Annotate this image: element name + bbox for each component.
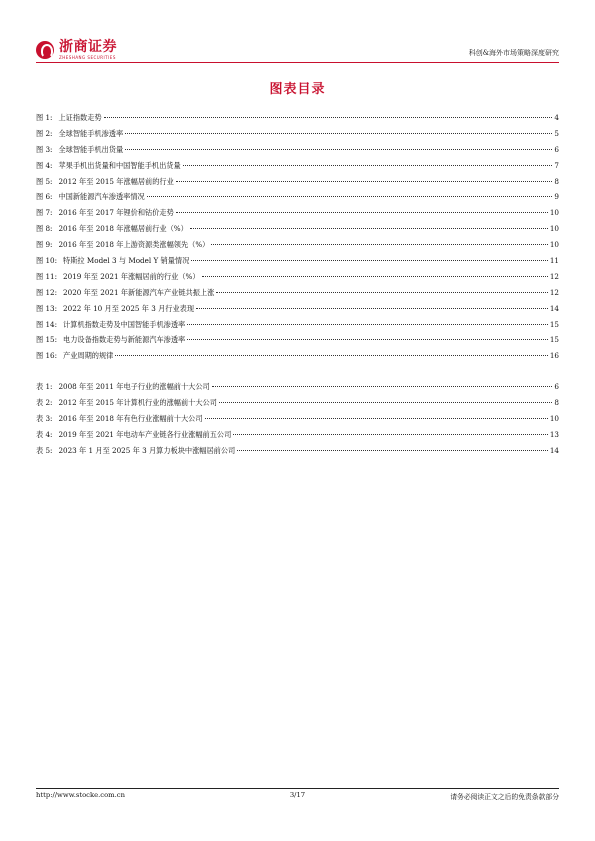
- entry-page: 14: [549, 303, 559, 313]
- entry-page: 9: [554, 192, 559, 202]
- entry-page: 5: [554, 128, 559, 138]
- entry-label: 图 13:: [36, 303, 58, 313]
- dot-leader: [202, 276, 548, 277]
- entry-page: 7: [554, 160, 559, 170]
- entry-label: 表 4:: [36, 429, 53, 439]
- entry-label: 图 7:: [36, 208, 53, 218]
- entry-title: 计算机指数走势及中国智能手机渗透率: [63, 319, 186, 329]
- entry-title: 2012 年至 2015 年涨幅居前的行业: [58, 176, 174, 186]
- table-entry[interactable]: [36, 379, 559, 395]
- entry-label: 图 15:: [36, 335, 58, 345]
- dot-leader: [212, 386, 553, 387]
- dot-leader: [176, 212, 548, 213]
- table-entry[interactable]: [36, 443, 559, 459]
- entry-label: 图 10:: [36, 256, 58, 266]
- entry-page: 6: [554, 144, 559, 154]
- entry-label: 表 5:: [36, 445, 53, 455]
- entry-label: 表 3:: [36, 413, 53, 423]
- dot-leader: [237, 450, 548, 451]
- dot-leader: [205, 418, 548, 419]
- entry-label: 图 4:: [36, 160, 53, 170]
- entry-page: 10: [549, 208, 559, 218]
- entry-page: 6: [554, 382, 559, 391]
- entry-title: 2016 年至 2018 年涨幅居前行业（%）: [58, 224, 188, 234]
- entry-title: 中国新能源汽车渗透率情况: [58, 192, 145, 202]
- entry-label: 图 16:: [36, 351, 58, 361]
- entry-page: 4: [554, 113, 559, 122]
- figure-entry[interactable]: [36, 285, 559, 301]
- dot-leader: [147, 196, 553, 197]
- entry-title: 2019 年至 2021 年涨幅居前的行业（%）: [63, 271, 200, 281]
- entry-title: 2022 年 10 月至 2025 年 3 月行业表现: [63, 303, 195, 313]
- entry-title: 2023 年 1 月至 2025 年 3 月算力板块中涨幅居前公司: [58, 445, 236, 455]
- entry-page: 15: [549, 335, 559, 345]
- figure-entry[interactable]: [36, 332, 559, 348]
- entry-title: 2016 年至 2018 年上游资源类涨幅领先（%）: [58, 240, 210, 250]
- entry-label: 图 2:: [36, 128, 53, 138]
- entry-label: 图 6:: [36, 192, 53, 202]
- dot-leader: [216, 292, 548, 293]
- entry-title: 特斯拉 Model 3 与 Model Y 销量情况: [63, 256, 190, 266]
- dot-leader: [104, 117, 553, 118]
- entry-page: 8: [554, 176, 559, 186]
- figure-entry[interactable]: [36, 158, 559, 174]
- dot-leader: [125, 149, 552, 150]
- entry-page: 10: [549, 240, 559, 250]
- entry-title: 2012 年至 2015 年计算机行业的涨幅前十大公司: [58, 397, 217, 407]
- figure-list: [36, 110, 559, 364]
- table-entry[interactable]: [36, 411, 559, 427]
- entry-page: 10: [549, 224, 559, 234]
- dot-leader: [190, 228, 548, 229]
- entry-page: 11: [549, 256, 559, 266]
- brand-name-cn: 浙商证券: [59, 39, 117, 55]
- entry-title: 2008 年至 2011 年电子行业的涨幅前十大公司: [58, 382, 210, 391]
- dot-leader: [115, 355, 547, 356]
- figure-entry[interactable]: [36, 269, 559, 285]
- dot-leader: [191, 260, 548, 261]
- entry-page: 16: [549, 351, 559, 361]
- figure-entry[interactable]: [36, 110, 559, 126]
- entry-title: 全球智能手机渗透率: [58, 128, 124, 138]
- entry-title: 2020 年至 2021 年新能源汽车产业链共振上涨: [63, 287, 215, 297]
- entry-label: 表 1:: [36, 382, 53, 391]
- dot-leader: [233, 434, 548, 435]
- figure-entry[interactable]: [36, 348, 559, 364]
- entry-page: 8: [554, 397, 559, 407]
- dot-leader: [183, 165, 553, 166]
- entry-title: 苹果手机出货量和中国智能手机出货量: [58, 160, 181, 170]
- dot-leader: [176, 181, 553, 182]
- entry-page: 14: [549, 445, 559, 455]
- figure-entry[interactable]: [36, 174, 559, 190]
- entry-title: 2019 年至 2021 年电动车产业链各行业涨幅前五公司: [58, 429, 232, 439]
- entry-label: 图 14:: [36, 319, 58, 329]
- entry-title: 2016 年至 2017 年锂价和钴价走势: [58, 208, 174, 218]
- dot-leader: [211, 244, 547, 245]
- table-entry[interactable]: [36, 395, 559, 411]
- dot-leader: [187, 339, 548, 340]
- entry-page: 12: [549, 271, 559, 281]
- disclaimer-note: 请务必阅读正文之后的免责条款部分: [450, 793, 559, 801]
- table-list: [36, 379, 559, 458]
- figure-entry[interactable]: [36, 301, 559, 317]
- dot-leader: [125, 133, 552, 134]
- header-divider: [36, 62, 559, 63]
- figure-entry[interactable]: [36, 126, 559, 142]
- entry-page: 15: [549, 319, 559, 329]
- entry-page: 12: [549, 287, 559, 297]
- report-type: 科创&海外市场策略深度研究: [468, 49, 559, 57]
- entry-label: 图 12:: [36, 287, 58, 297]
- entry-title: 产业周期的规律: [63, 351, 114, 361]
- brand-logo: [36, 38, 117, 62]
- figure-entry[interactable]: [36, 205, 559, 221]
- entry-label: 图 1:: [36, 113, 53, 122]
- page-title: 图表目录: [269, 82, 326, 97]
- page-number: 3/17: [289, 791, 306, 799]
- page-header: [36, 38, 559, 62]
- entry-page: 13: [549, 429, 559, 439]
- figure-entry[interactable]: [36, 237, 559, 253]
- entry-page: 10: [549, 413, 559, 423]
- entry-label: 表 2:: [36, 397, 53, 407]
- entry-label: 图 8:: [36, 224, 53, 234]
- figure-entry[interactable]: [36, 142, 559, 158]
- entry-title: 上证指数走势: [58, 113, 102, 122]
- entry-label: 图 3:: [36, 144, 53, 154]
- footer-url[interactable]: http://www.stocke.com.cn: [36, 791, 125, 799]
- table-entry[interactable]: [36, 427, 559, 443]
- footer-divider: [36, 788, 559, 789]
- page-footer: [36, 791, 559, 803]
- entry-title: 电力设备指数走势与新能源汽车渗透率: [63, 335, 186, 345]
- figure-entry[interactable]: [36, 317, 559, 333]
- dot-leader: [187, 324, 548, 325]
- figure-entry[interactable]: [36, 221, 559, 237]
- entry-label: 图 11:: [36, 271, 58, 281]
- entry-label: 图 9:: [36, 240, 53, 250]
- zheshang-logo-icon: [36, 41, 54, 59]
- entry-label: 图 5:: [36, 176, 53, 186]
- brand-name-en: ZHESHANG SECURITIES: [59, 55, 116, 60]
- entry-title: 全球智能手机出货量: [58, 144, 124, 154]
- figure-entry[interactable]: [36, 189, 559, 205]
- dot-leader: [196, 308, 548, 309]
- entry-title: 2016 年至 2018 年有色行业涨幅前十大公司: [58, 413, 203, 423]
- figure-entry[interactable]: [36, 253, 559, 269]
- dot-leader: [219, 402, 553, 403]
